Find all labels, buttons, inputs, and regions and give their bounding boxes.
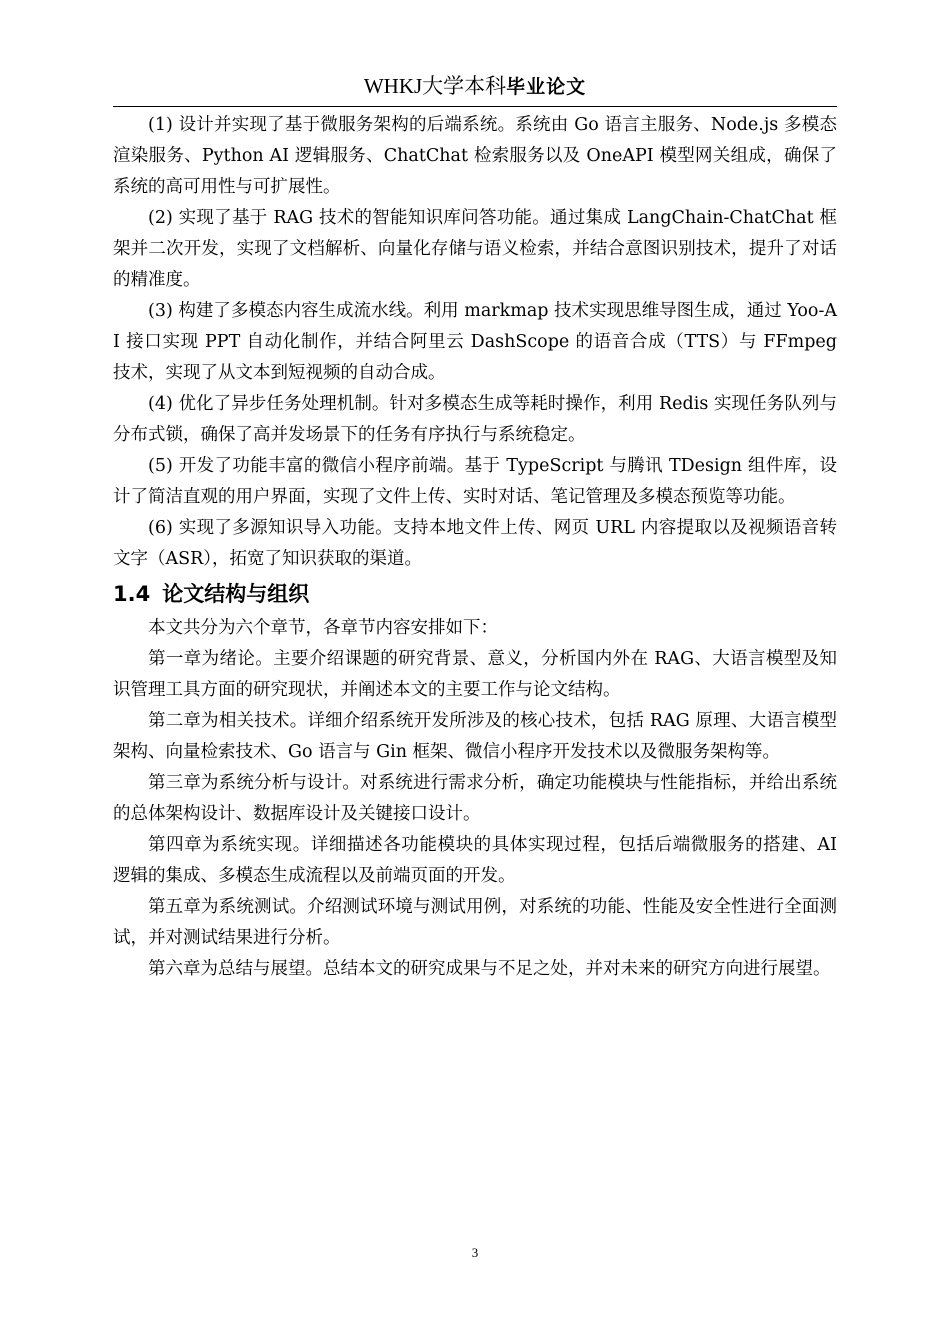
paragraph-contribution-3: (3) 构建了多模态内容生成流水线。利用 markmap 技术实现思维导图生成，通过 Yoo-AI 接口实现 PPT 自动化制作，并结合阿里云 DashScope 的语音合成（TTS）与 FFmpeg 技术，实现了从文本到短视频的自动合成。 xyxy=(113,301,837,383)
paragraph-contribution-1: (1) 设计并实现了基于微服务架构的后端系统。系统由 Go 语言主服务、Node.js 多模态渲染服务、Python AI 逻辑服务、ChatChat 检索服务以及 OneAPI 模型网关组成，确保了系统的高可用性与可扩展性。 xyxy=(113,115,837,197)
paragraph-structure-intro: 本文共分为六个章节，各章节内容安排如下： xyxy=(148,618,498,638)
page-number: 3 xyxy=(471,1245,479,1260)
paragraph-chapter-3: 第三章为系统分析与设计。对系统进行需求分析，确定功能模块与性能指标，并给出系统的总体架构设计、数据库设计及关键接口设计。 xyxy=(113,773,837,824)
section-title: 论文结构与组织 xyxy=(162,582,310,606)
paragraph-contribution-5: (5) 开发了功能丰富的微信小程序前端。基于 TypeScript 与腾讯 TDesign 组件库，设计了简洁直观的用户界面，实现了文件上传、实时对话、笔记管理及多模态预览等功能。 xyxy=(113,456,837,507)
body-text xyxy=(113,110,837,985)
header-rule xyxy=(113,106,837,107)
header-title-university: WHKJ大学本科 xyxy=(363,74,507,98)
paragraph-contribution-2: (2) 实现了基于 RAG 技术的智能知识库问答功能。通过集成 LangChain-ChatChat 框架并二次开发，实现了文档解析、向量化存储与语义检索，并结合意图识别技术，提升了对话的精准度。 xyxy=(113,208,837,290)
paragraph-chapter-4: 第四章为系统实现。详细描述各功能模块的具体实现过程，包括后端微服务的搭建、AI 逻辑的集成、多模态生成流程以及前端页面的开发。 xyxy=(113,835,837,886)
paragraph-chapter-1: 第一章为绪论。主要介绍课题的研究背景、意义，分析国内外在 RAG、大语言模型及知识管理工具方面的研究现状，并阐述本文的主要工作与论文结构。 xyxy=(113,649,837,700)
section-heading xyxy=(113,575,837,613)
section-number: 1.4 xyxy=(113,582,151,606)
paragraph-contribution-4: (4) 优化了异步任务处理机制。针对多模态生成等耗时操作，利用 Redis 实现任务队列与分布式锁，确保了高并发场景下的任务有序执行与系统稳定。 xyxy=(113,394,837,445)
paragraph-chapter-6: 第六章为总结与展望。总结本文的研究成果与不足之处，并对未来的研究方向进行展望。 xyxy=(148,959,831,979)
running-header xyxy=(113,72,837,104)
paragraph-chapter-5: 第五章为系统测试。介绍测试环境与测试用例，对系统的功能、性能及安全性进行全面测试，并对测试结果进行分析。 xyxy=(113,897,837,948)
paragraph-chapter-2: 第二章为相关技术。详细介绍系统开发所涉及的核心技术，包括 RAG 原理、大语言模型架构、向量检索技术、Go 语言与 Gin 框架、微信小程序开发技术以及微服务架构等。 xyxy=(113,711,837,762)
header-title-thesis: 毕业论文 xyxy=(506,76,587,98)
paragraph-contribution-6: (6) 实现了多源知识导入功能。支持本地文件上传、网页 URL 内容提取以及视频语音转文字（ASR），拓宽了知识获取的渠道。 xyxy=(113,518,837,569)
